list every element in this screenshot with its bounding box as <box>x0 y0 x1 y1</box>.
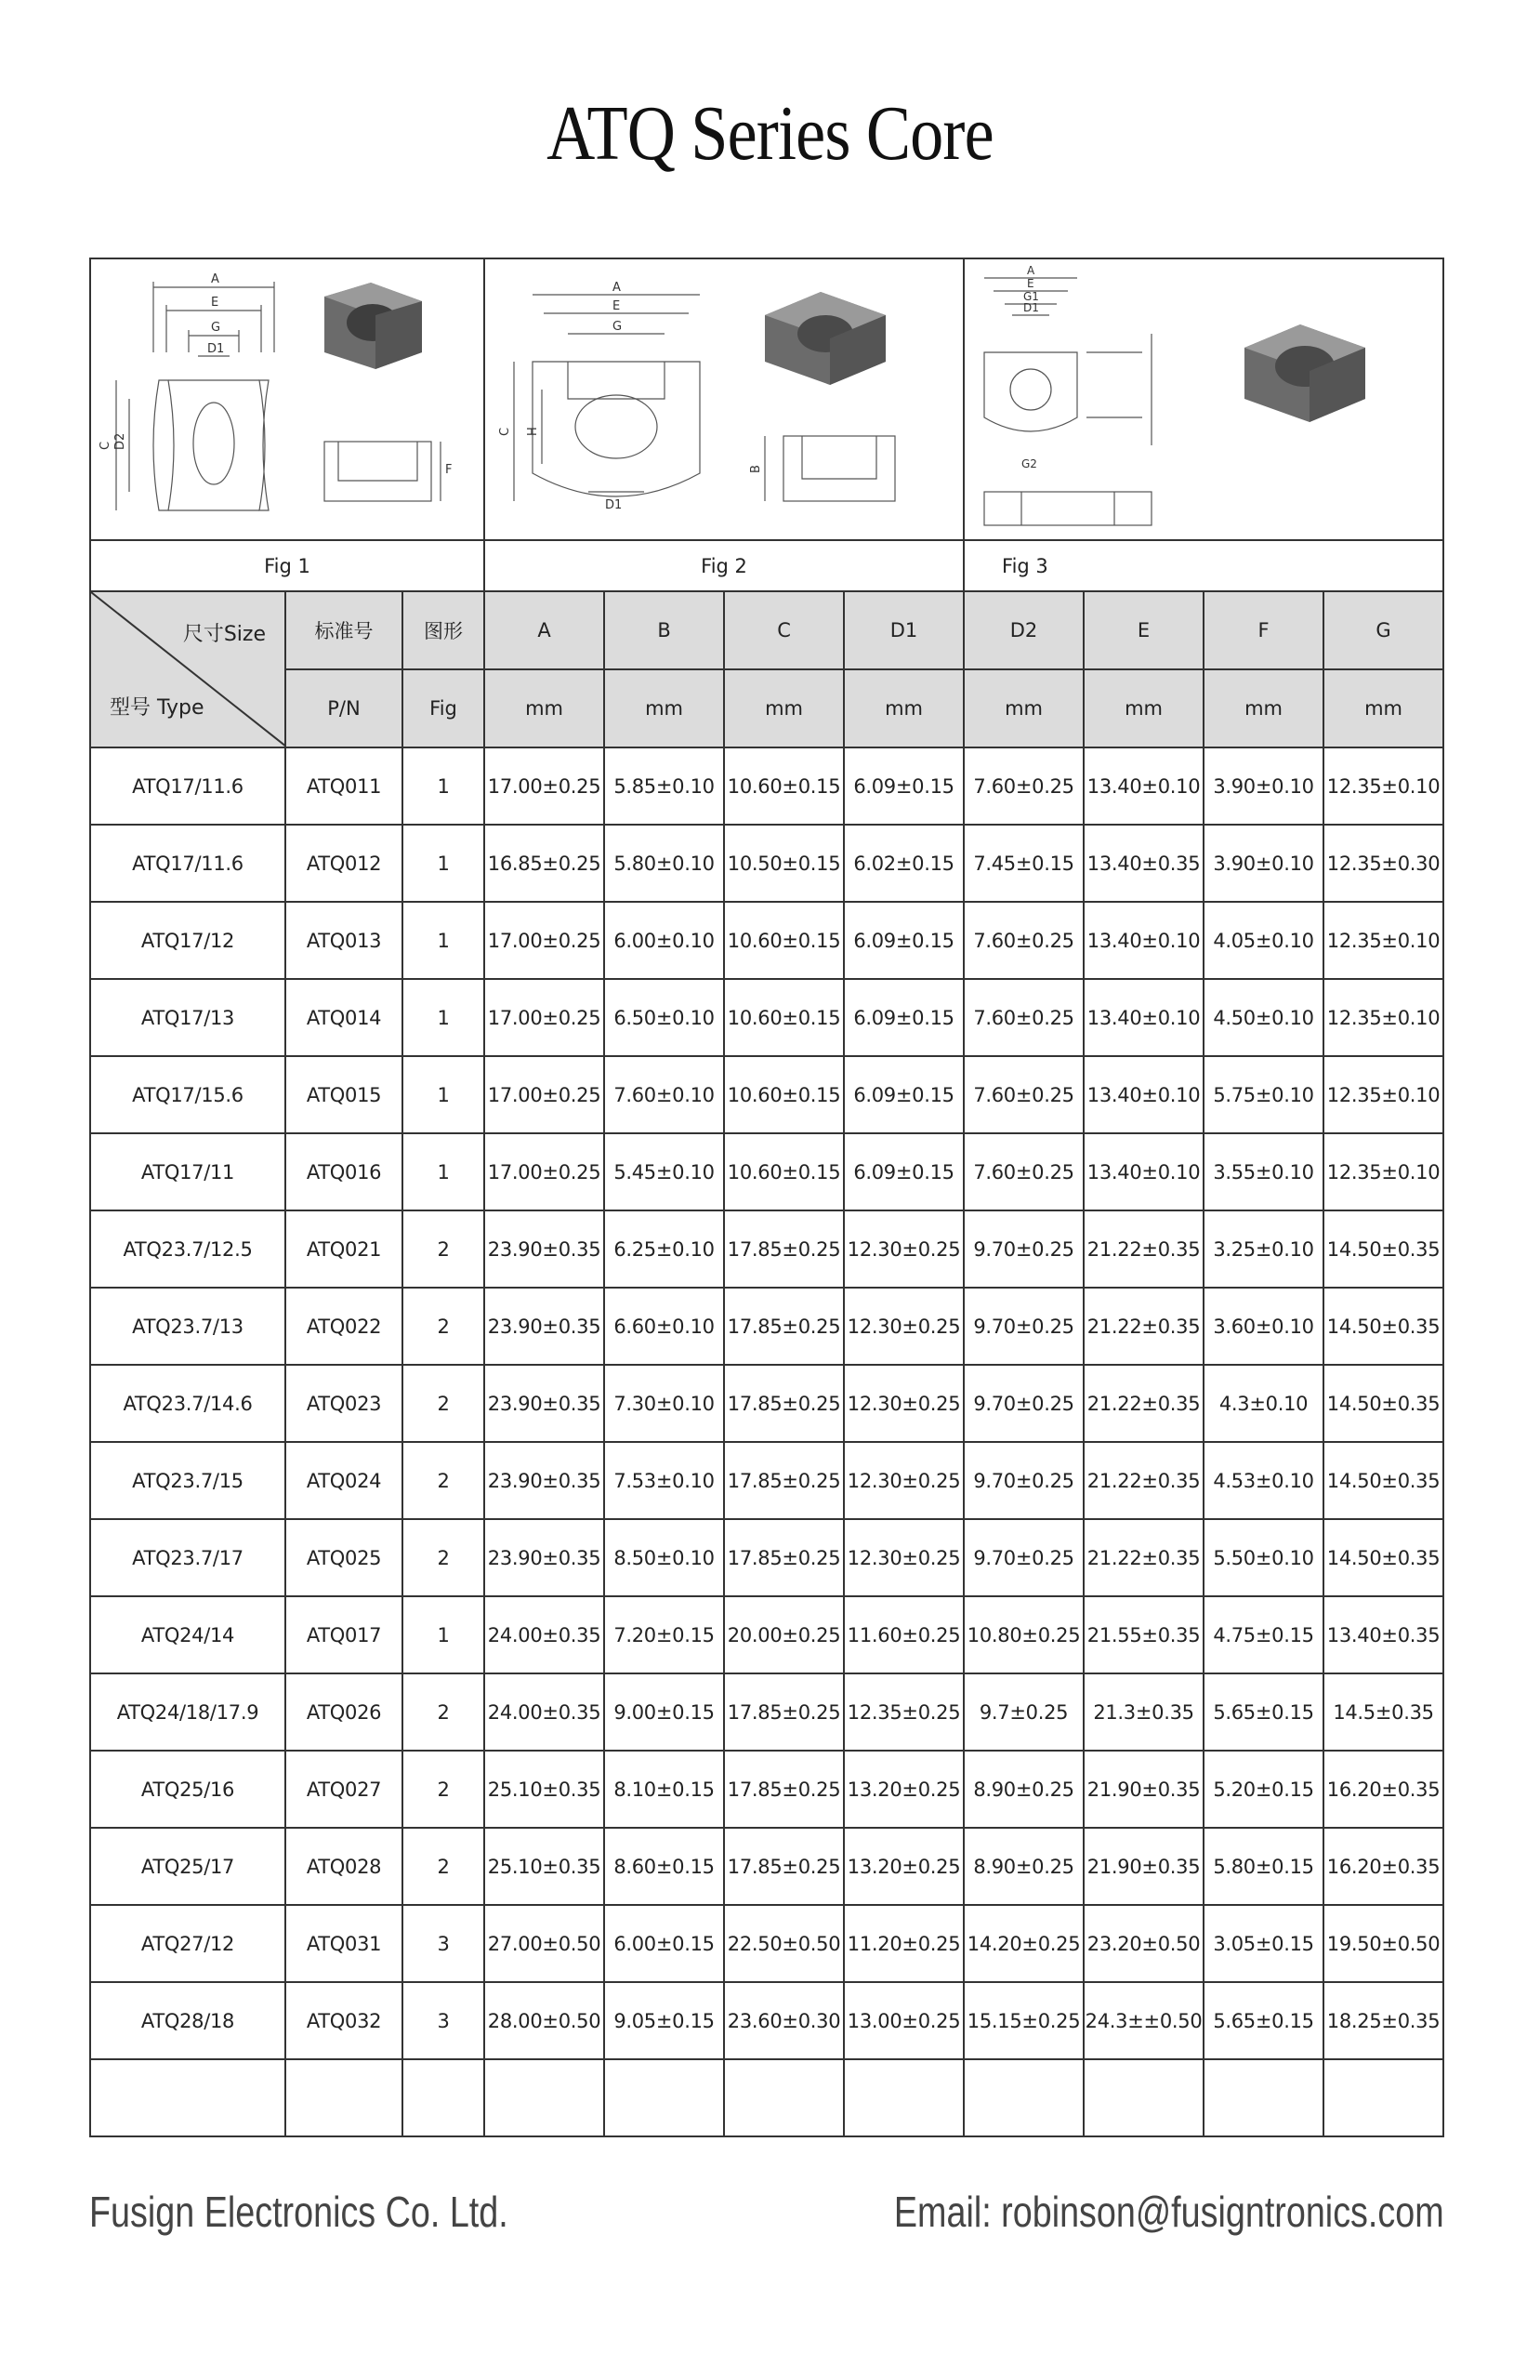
empty-row <box>90 2059 1443 2136</box>
fig3-core-icon <box>966 259 1441 535</box>
cell-pn: ATQ013 <box>285 902 402 979</box>
cell-type: ATQ23.7/17 <box>90 1519 285 1596</box>
cell-type: ATQ17/15.6 <box>90 1056 285 1133</box>
cell-fig: 1 <box>402 902 484 979</box>
cell-e: 21.3±0.35 <box>1084 1673 1204 1751</box>
svg-text:C: C <box>498 427 513 436</box>
cell-d2: 9.70±0.25 <box>964 1519 1084 1596</box>
cell-b: 6.25±0.10 <box>604 1210 724 1288</box>
cell-c: 10.60±0.15 <box>724 979 844 1056</box>
cell-pn: ATQ028 <box>285 1828 402 1905</box>
svg-text:F: F <box>445 463 453 477</box>
cell-d1: 6.09±0.15 <box>844 747 964 825</box>
table-row <box>90 825 1443 902</box>
cell-d1: 12.30±0.25 <box>844 1365 964 1442</box>
cell-g: 14.50±0.35 <box>1323 1210 1443 1288</box>
cell-type: ATQ24/18/17.9 <box>90 1673 285 1751</box>
table-row <box>90 979 1443 1056</box>
cell-d1: 12.30±0.25 <box>844 1210 964 1288</box>
cell-f: 5.65±0.15 <box>1204 1673 1323 1751</box>
svg-text:G: G <box>211 321 221 335</box>
cell-c: 17.85±0.25 <box>724 1288 844 1365</box>
cell-c: 17.85±0.25 <box>724 1751 844 1828</box>
cell-e: 23.20±0.50 <box>1084 1905 1204 1982</box>
table-row <box>90 902 1443 979</box>
cell-a: 27.00±0.50 <box>484 1905 604 1982</box>
cell-b: 6.00±0.10 <box>604 902 724 979</box>
cell-pn: ATQ014 <box>285 979 402 1056</box>
cell-d2: 8.90±0.25 <box>964 1828 1084 1905</box>
cell-d1: 13.20±0.25 <box>844 1751 964 1828</box>
svg-text:A: A <box>612 281 621 295</box>
cell-e: 21.22±0.35 <box>1084 1288 1204 1365</box>
cell-fig: 2 <box>402 1442 484 1519</box>
svg-text:B: B <box>749 465 764 473</box>
cell-f: 3.90±0.10 <box>1204 747 1323 825</box>
cell-pn: ATQ022 <box>285 1288 402 1365</box>
unit-g: mm <box>1323 669 1443 747</box>
cell-d1: 6.09±0.15 <box>844 1133 964 1210</box>
cell-f: 5.80±0.15 <box>1204 1828 1323 1905</box>
cell-g: 12.35±0.10 <box>1323 1056 1443 1133</box>
company-name: Fusign Electronics Co. Ltd. <box>89 2188 508 2236</box>
svg-text:G: G <box>612 320 623 334</box>
empty-cell <box>90 2059 285 2136</box>
cell-b: 8.10±0.15 <box>604 1751 724 1828</box>
cell-a: 23.90±0.35 <box>484 1442 604 1519</box>
svg-text:C: C <box>99 441 113 450</box>
cell-c: 10.60±0.15 <box>724 747 844 825</box>
cell-type: ATQ28/18 <box>90 1982 285 2059</box>
cell-b: 7.53±0.10 <box>604 1442 724 1519</box>
cell-b: 7.30±0.10 <box>604 1365 724 1442</box>
cell-e: 21.55±0.35 <box>1084 1596 1204 1673</box>
cell-c: 10.50±0.15 <box>724 825 844 902</box>
svg-text:D1: D1 <box>605 498 623 512</box>
col-header-e: E <box>1084 591 1204 669</box>
cell-c: 17.85±0.25 <box>724 1519 844 1596</box>
empty-cell <box>1204 2059 1323 2136</box>
cell-b: 5.80±0.10 <box>604 825 724 902</box>
cell-b: 6.50±0.10 <box>604 979 724 1056</box>
empty-cell <box>484 2059 604 2136</box>
cell-d1: 12.30±0.25 <box>844 1288 964 1365</box>
cell-d1: 13.00±0.25 <box>844 1982 964 2059</box>
table-row <box>90 1673 1443 1751</box>
cell-b: 7.20±0.15 <box>604 1596 724 1673</box>
cell-a: 17.00±0.25 <box>484 747 604 825</box>
cell-d1: 12.30±0.25 <box>844 1442 964 1519</box>
cell-fig: 1 <box>402 825 484 902</box>
cell-d2: 10.80±0.25 <box>964 1596 1084 1673</box>
cell-d1: 12.35±0.25 <box>844 1673 964 1751</box>
cell-g: 12.35±0.10 <box>1323 747 1443 825</box>
cell-e: 21.22±0.35 <box>1084 1210 1204 1288</box>
cell-b: 6.00±0.15 <box>604 1905 724 1982</box>
cell-type: ATQ27/12 <box>90 1905 285 1982</box>
fig2-drawing <box>484 258 964 540</box>
cell-f: 3.90±0.10 <box>1204 825 1323 902</box>
cell-f: 4.75±0.15 <box>1204 1596 1323 1673</box>
svg-text:D1: D1 <box>207 342 225 356</box>
cell-a: 24.00±0.35 <box>484 1673 604 1751</box>
cell-g: 14.50±0.35 <box>1323 1288 1443 1365</box>
cell-type: ATQ17/11.6 <box>90 747 285 825</box>
cell-f: 3.55±0.10 <box>1204 1133 1323 1210</box>
cell-f: 4.53±0.10 <box>1204 1442 1323 1519</box>
cell-pn: ATQ012 <box>285 825 402 902</box>
cell-e: 13.40±0.10 <box>1084 979 1204 1056</box>
cell-pn: ATQ015 <box>285 1056 402 1133</box>
cell-e: 24.3±±0.50 <box>1084 1982 1204 2059</box>
cell-d1: 11.60±0.25 <box>844 1596 964 1673</box>
cell-b: 9.05±0.15 <box>604 1982 724 2059</box>
cell-fig: 2 <box>402 1210 484 1288</box>
cell-pn: ATQ027 <box>285 1751 402 1828</box>
pn-header: 标准号 <box>285 591 402 669</box>
cell-c: 22.50±0.50 <box>724 1905 844 1982</box>
cell-f: 4.05±0.10 <box>1204 902 1323 979</box>
svg-text:E: E <box>211 296 219 310</box>
cell-e: 13.40±0.35 <box>1084 825 1204 902</box>
cell-f: 3.25±0.10 <box>1204 1210 1323 1288</box>
cell-d1: 13.20±0.25 <box>844 1828 964 1905</box>
cell-fig: 3 <box>402 1982 484 2059</box>
cell-b: 9.00±0.15 <box>604 1673 724 1751</box>
cell-c: 17.85±0.25 <box>724 1210 844 1288</box>
cell-pn: ATQ023 <box>285 1365 402 1442</box>
cell-fig: 2 <box>402 1519 484 1596</box>
cell-g: 12.35±0.30 <box>1323 825 1443 902</box>
unit-f: mm <box>1204 669 1323 747</box>
svg-text:G2: G2 <box>1021 457 1037 470</box>
table-row <box>90 1982 1443 2059</box>
cell-f: 5.50±0.10 <box>1204 1519 1323 1596</box>
cell-a: 17.00±0.25 <box>484 1056 604 1133</box>
diagonal-line <box>91 592 285 747</box>
cell-a: 17.00±0.25 <box>484 902 604 979</box>
table-row <box>90 1365 1443 1442</box>
cell-d1: 6.09±0.15 <box>844 979 964 1056</box>
cell-g: 12.35±0.10 <box>1323 902 1443 979</box>
cell-g: 13.40±0.35 <box>1323 1596 1443 1673</box>
table-row <box>90 1905 1443 1982</box>
cell-d2: 7.60±0.25 <box>964 1056 1084 1133</box>
col-header-g: G <box>1323 591 1443 669</box>
cell-fig: 3 <box>402 1905 484 1982</box>
cell-fig: 2 <box>402 1828 484 1905</box>
cell-d2: 7.45±0.15 <box>964 825 1084 902</box>
fig-header: 图形 <box>402 591 484 669</box>
table-row <box>90 1133 1443 1210</box>
cell-type: ATQ24/14 <box>90 1596 285 1673</box>
empty-cell <box>285 2059 402 2136</box>
contact-email: Email: robinson@fusigntronics.com <box>894 2188 1444 2236</box>
unit-e: mm <box>1084 669 1204 747</box>
cell-fig: 1 <box>402 1596 484 1673</box>
size-label: 尺寸Size <box>182 623 266 646</box>
cell-g: 19.50±0.50 <box>1323 1905 1443 1982</box>
empty-cell <box>1084 2059 1204 2136</box>
table-row <box>90 1596 1443 1673</box>
cell-c: 10.60±0.15 <box>724 1133 844 1210</box>
empty-cell <box>964 2059 1084 2136</box>
cell-pn: ATQ011 <box>285 747 402 825</box>
cell-e: 13.40±0.10 <box>1084 1133 1204 1210</box>
cell-f: 3.05±0.15 <box>1204 1905 1323 1982</box>
cell-d1: 6.09±0.15 <box>844 902 964 979</box>
cell-d1: 11.20±0.25 <box>844 1905 964 1982</box>
cell-g: 14.50±0.35 <box>1323 1365 1443 1442</box>
page-title: ATQ Series Core <box>546 90 994 177</box>
cell-a: 17.00±0.25 <box>484 1133 604 1210</box>
size-type-header <box>90 591 285 747</box>
cell-g: 18.25±0.35 <box>1323 1982 1443 2059</box>
cell-b: 7.60±0.10 <box>604 1056 724 1133</box>
cell-d2: 9.70±0.25 <box>964 1288 1084 1365</box>
fig3-label: Fig 3 <box>964 540 1443 591</box>
table-row <box>90 1519 1443 1596</box>
cell-pn: ATQ024 <box>285 1442 402 1519</box>
col-header-d2: D2 <box>964 591 1084 669</box>
col-header-a: A <box>484 591 604 669</box>
cell-f: 5.20±0.15 <box>1204 1751 1323 1828</box>
cell-g: 16.20±0.35 <box>1323 1751 1443 1828</box>
cell-e: 21.22±0.35 <box>1084 1365 1204 1442</box>
cell-a: 23.90±0.35 <box>484 1519 604 1596</box>
cell-d2: 14.20±0.25 <box>964 1905 1084 1982</box>
fig1-core-icon <box>92 259 482 535</box>
cell-d2: 7.60±0.25 <box>964 979 1084 1056</box>
svg-text:A: A <box>211 272 219 286</box>
cell-fig: 2 <box>402 1673 484 1751</box>
spec-table <box>89 258 1444 2137</box>
unit-a: mm <box>484 669 604 747</box>
cell-b: 5.85±0.10 <box>604 747 724 825</box>
unit-c: mm <box>724 669 844 747</box>
empty-cell <box>402 2059 484 2136</box>
table-row <box>90 747 1443 825</box>
cell-b: 6.60±0.10 <box>604 1288 724 1365</box>
pn-sub-header: P/N <box>285 669 402 747</box>
cell-type: ATQ23.7/12.5 <box>90 1210 285 1288</box>
cell-a: 17.00±0.25 <box>484 979 604 1056</box>
cell-f: 5.65±0.15 <box>1204 1982 1323 2059</box>
cell-g: 16.20±0.35 <box>1323 1828 1443 1905</box>
fig1-label: Fig 1 <box>90 540 484 591</box>
cell-a: 23.90±0.35 <box>484 1365 604 1442</box>
table-row <box>90 1210 1443 1288</box>
cell-c: 23.60±0.30 <box>724 1982 844 2059</box>
col-header-f: F <box>1204 591 1323 669</box>
cell-d1: 12.30±0.25 <box>844 1519 964 1596</box>
cell-a: 16.85±0.25 <box>484 825 604 902</box>
cell-e: 13.40±0.10 <box>1084 1056 1204 1133</box>
cell-c: 20.00±0.25 <box>724 1596 844 1673</box>
type-label: 型号 Type <box>110 696 204 720</box>
unit-d2: mm <box>964 669 1084 747</box>
cell-fig: 1 <box>402 1056 484 1133</box>
cell-d2: 9.70±0.25 <box>964 1442 1084 1519</box>
col-header-c: C <box>724 591 844 669</box>
empty-cell <box>604 2059 724 2136</box>
cell-b: 8.50±0.10 <box>604 1519 724 1596</box>
cell-a: 24.00±0.35 <box>484 1596 604 1673</box>
cell-d2: 7.60±0.25 <box>964 902 1084 979</box>
cell-a: 23.90±0.35 <box>484 1288 604 1365</box>
table-body <box>90 747 1443 2136</box>
svg-text:E: E <box>1027 277 1034 290</box>
empty-cell <box>844 2059 964 2136</box>
cell-c: 17.85±0.25 <box>724 1365 844 1442</box>
svg-text:H: H <box>526 427 541 436</box>
cell-pn: ATQ026 <box>285 1673 402 1751</box>
cell-f: 3.60±0.10 <box>1204 1288 1323 1365</box>
cell-type: ATQ17/11.6 <box>90 825 285 902</box>
cell-fig: 1 <box>402 747 484 825</box>
svg-text:G1: G1 <box>1023 290 1039 303</box>
cell-d1: 6.02±0.15 <box>844 825 964 902</box>
cell-d2: 7.60±0.25 <box>964 1133 1084 1210</box>
cell-pn: ATQ025 <box>285 1519 402 1596</box>
cell-pn: ATQ016 <box>285 1133 402 1210</box>
col-header-b: B <box>604 591 724 669</box>
cell-d2: 9.70±0.25 <box>964 1210 1084 1288</box>
cell-g: 14.50±0.35 <box>1323 1519 1443 1596</box>
cell-a: 25.10±0.35 <box>484 1828 604 1905</box>
cell-d2: 8.90±0.25 <box>964 1751 1084 1828</box>
fig-sub-header: Fig <box>402 669 484 747</box>
cell-pn: ATQ032 <box>285 1982 402 2059</box>
cell-c: 10.60±0.15 <box>724 1056 844 1133</box>
cell-e: 21.22±0.35 <box>1084 1442 1204 1519</box>
cell-type: ATQ17/13 <box>90 979 285 1056</box>
fig2-core-icon <box>486 259 962 535</box>
fig2-label: Fig 2 <box>484 540 964 591</box>
unit-d1: mm <box>844 669 964 747</box>
cell-a: 25.10±0.35 <box>484 1751 604 1828</box>
svg-text:A: A <box>1027 264 1035 277</box>
cell-e: 21.22±0.35 <box>1084 1519 1204 1596</box>
fig3-drawing <box>964 258 1443 540</box>
cell-g: 14.5±0.35 <box>1323 1673 1443 1751</box>
table-row <box>90 1056 1443 1133</box>
cell-f: 4.3±0.10 <box>1204 1365 1323 1442</box>
cell-a: 23.90±0.35 <box>484 1210 604 1288</box>
cell-c: 10.60±0.15 <box>724 902 844 979</box>
empty-cell <box>724 2059 844 2136</box>
cell-type: ATQ23.7/13 <box>90 1288 285 1365</box>
table-row <box>90 1442 1443 1519</box>
fig1-drawing <box>90 258 484 540</box>
cell-c: 17.85±0.25 <box>724 1673 844 1751</box>
cell-fig: 2 <box>402 1751 484 1828</box>
cell-pn: ATQ031 <box>285 1905 402 1982</box>
cell-e: 13.40±0.10 <box>1084 902 1204 979</box>
unit-b: mm <box>604 669 724 747</box>
cell-f: 5.75±0.10 <box>1204 1056 1323 1133</box>
table-row <box>90 1828 1443 1905</box>
cell-type: ATQ17/12 <box>90 902 285 979</box>
cell-pn: ATQ017 <box>285 1596 402 1673</box>
table-row <box>90 1288 1443 1365</box>
cell-d2: 7.60±0.25 <box>964 747 1084 825</box>
table-row <box>90 1751 1443 1828</box>
cell-type: ATQ25/16 <box>90 1751 285 1828</box>
cell-type: ATQ23.7/15 <box>90 1442 285 1519</box>
cell-d2: 15.15±0.25 <box>964 1982 1084 2059</box>
cell-type: ATQ25/17 <box>90 1828 285 1905</box>
cell-g: 14.50±0.35 <box>1323 1442 1443 1519</box>
svg-text:D1: D1 <box>1023 301 1039 314</box>
cell-fig: 1 <box>402 979 484 1056</box>
cell-e: 13.40±0.10 <box>1084 747 1204 825</box>
svg-text:E: E <box>612 299 621 313</box>
cell-g: 12.35±0.10 <box>1323 1133 1443 1210</box>
cell-a: 28.00±0.50 <box>484 1982 604 2059</box>
cell-d2: 9.7±0.25 <box>964 1673 1084 1751</box>
cell-d1: 6.09±0.15 <box>844 1056 964 1133</box>
cell-fig: 2 <box>402 1365 484 1442</box>
col-header-d1: D1 <box>844 591 964 669</box>
cell-type: ATQ17/11 <box>90 1133 285 1210</box>
cell-f: 4.50±0.10 <box>1204 979 1323 1056</box>
cell-e: 21.90±0.35 <box>1084 1751 1204 1828</box>
cell-g: 12.35±0.10 <box>1323 979 1443 1056</box>
empty-cell <box>1323 2059 1443 2136</box>
cell-c: 17.85±0.25 <box>724 1828 844 1905</box>
cell-type: ATQ23.7/14.6 <box>90 1365 285 1442</box>
cell-c: 17.85±0.25 <box>724 1442 844 1519</box>
cell-fig: 1 <box>402 1133 484 1210</box>
cell-b: 8.60±0.15 <box>604 1828 724 1905</box>
cell-pn: ATQ021 <box>285 1210 402 1288</box>
cell-e: 21.90±0.35 <box>1084 1828 1204 1905</box>
svg-text:D2: D2 <box>113 432 128 450</box>
cell-d2: 9.70±0.25 <box>964 1365 1084 1442</box>
cell-b: 5.45±0.10 <box>604 1133 724 1210</box>
cell-fig: 2 <box>402 1288 484 1365</box>
